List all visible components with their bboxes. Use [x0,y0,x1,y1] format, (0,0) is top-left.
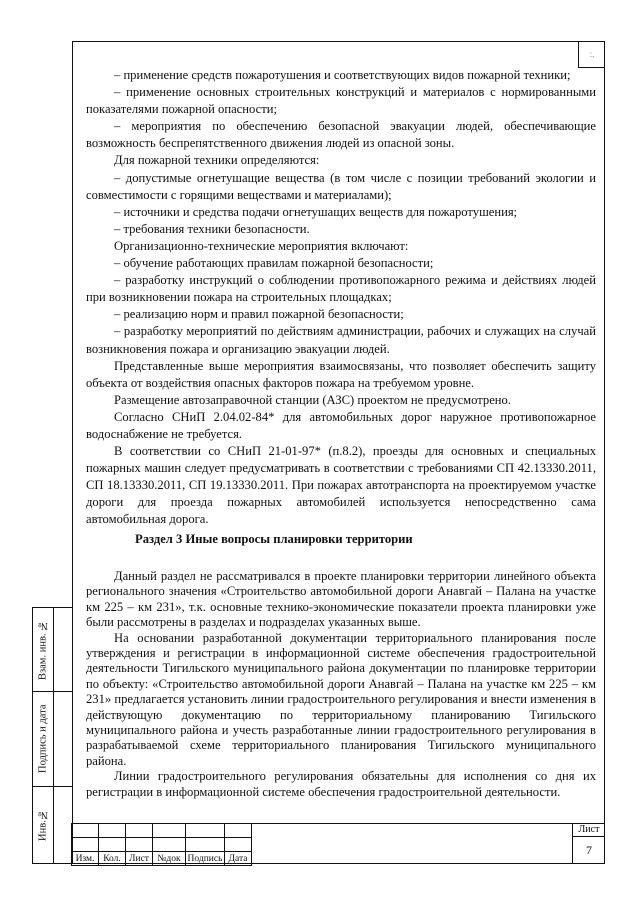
paragraph: – реализацию норм и правил пожарной безопасности; [114,307,404,322]
paragraph: – мероприятия по обеспечению безопасной эвакуации людей, обеспечивающие возможность беспрепятственного движения людей из опасной зоны. [86,119,596,151]
paragraph: – требования техники безопасности. [114,221,310,236]
col-ndok: №док [153,852,186,866]
paragraph: – обучение работающих правилам пожарной безопасности; [114,256,434,271]
corner-mark: :. [578,41,605,68]
section-text [86,569,596,800]
paragraph: На основании разработанной документации территориального планирования после утверждения и регистрации в информационной системе обеспечения градостроительной деятельности Тигильского муниципального района документации по планировке территории по объекту: «Строительство автомобильной дороги Анавгай – Палана на участке км 225 – км 231» предлагается установить линии градостроительного регулирования и внести изменения в действующую документацию по территориальному планированию Тигильского муниципального района и учесть разработанные линии градостроительного регулирования в разрабатываемой схеме территориального планирования Тигильского муниципального района. [86,630,596,768]
sheet-box [572,823,605,864]
col-kol: Кол. [99,852,126,866]
signature-date-label: Подпись и дата [37,704,49,773]
col-data: Дата [225,852,252,866]
paragraph: Для пожарной техники определяются: [114,153,320,168]
inv-number-label: Инв.№ [37,809,49,842]
paragraph: Организационно-технические мероприятия включают: [114,238,409,253]
paragraph: Данный раздел не рассматривался в проекте планировки территории линейного объекта регионального значения «Строительство автомобильной дороги Анавгай – Палана на участке км 225 – км 231», т.к. основные технико-экономические показатели проекта планировки уже были рассмотрены в разделах и подразделах указанных выше. [86,569,596,630]
paragraph: – применение основных строительных конструкций и материалов с нормированными показателями пожарной опасности; [86,85,596,117]
col-list: Лист [126,852,153,866]
paragraph: – применение средств пожаротушения и соответствующих видов пожарной техники; [114,68,571,82]
sheet-number: 7 [586,843,592,857]
paragraph: – допустимые огнетушащие вещества (в том числе с позиции требований экологии и совместимости с горящими веществами и материалами); [86,170,596,202]
paragraph: – разработку инструкций о соблюдении противопожарного режима и действиях людей при возникновении пожара на строительных площадках; [86,273,596,305]
paragraph: Представленные выше мероприятия взаимосвязаны, что позволяет обеспечить защиту объекта от воздействия опасных факторов пожара на требуемом уровне. [86,358,596,390]
col-podpis: Подпись [186,852,225,866]
body-text [86,67,596,529]
paragraph: В соответствии со СНиП 21-01-97* (п.8.2), проезды для основных и специальных пожарных машин следует предусматривать в соответствии с требованиями СП 42.13330.2011, СП 18.13330.2011, СП 19.13330.2011. При пожарах автотранспорта на проектируемом участке дороги для проезда пожарных автомобилей используется непосредственно сама автомобильная дорога. [86,444,596,527]
col-izm: Изм. [72,852,99,866]
title-block [72,823,605,864]
paragraph: – источники и средства подачи огнетушащих веществ для пожаротушения; [114,204,518,219]
vzam-inv-label: Взам. инв. № [37,619,49,680]
sheet-label: Лист [573,823,605,837]
paragraph: Линии градостроительного регулирования обязательны для исполнения со дня их регистрации в информационной системе обеспечения градостроительной деятельности. [86,769,596,799]
paragraph: – разработку мероприятий по действиям администрации, рабочих и служащих на случай возникновения пожара и организацию эвакуации людей. [86,324,596,356]
paragraph: Согласно СНиП 2.04.02-84* для автомобильных дорог наружное противопожарное водоснабжение не требуется. [86,409,596,441]
paragraph: Размещение автозаправочной станции (АЗС) проектом не предусмотрено. [114,392,511,407]
section-heading: Раздел 3 Иные вопросы планировки территории [135,532,413,546]
side-stamp [32,607,72,864]
title-block-table [71,823,252,866]
